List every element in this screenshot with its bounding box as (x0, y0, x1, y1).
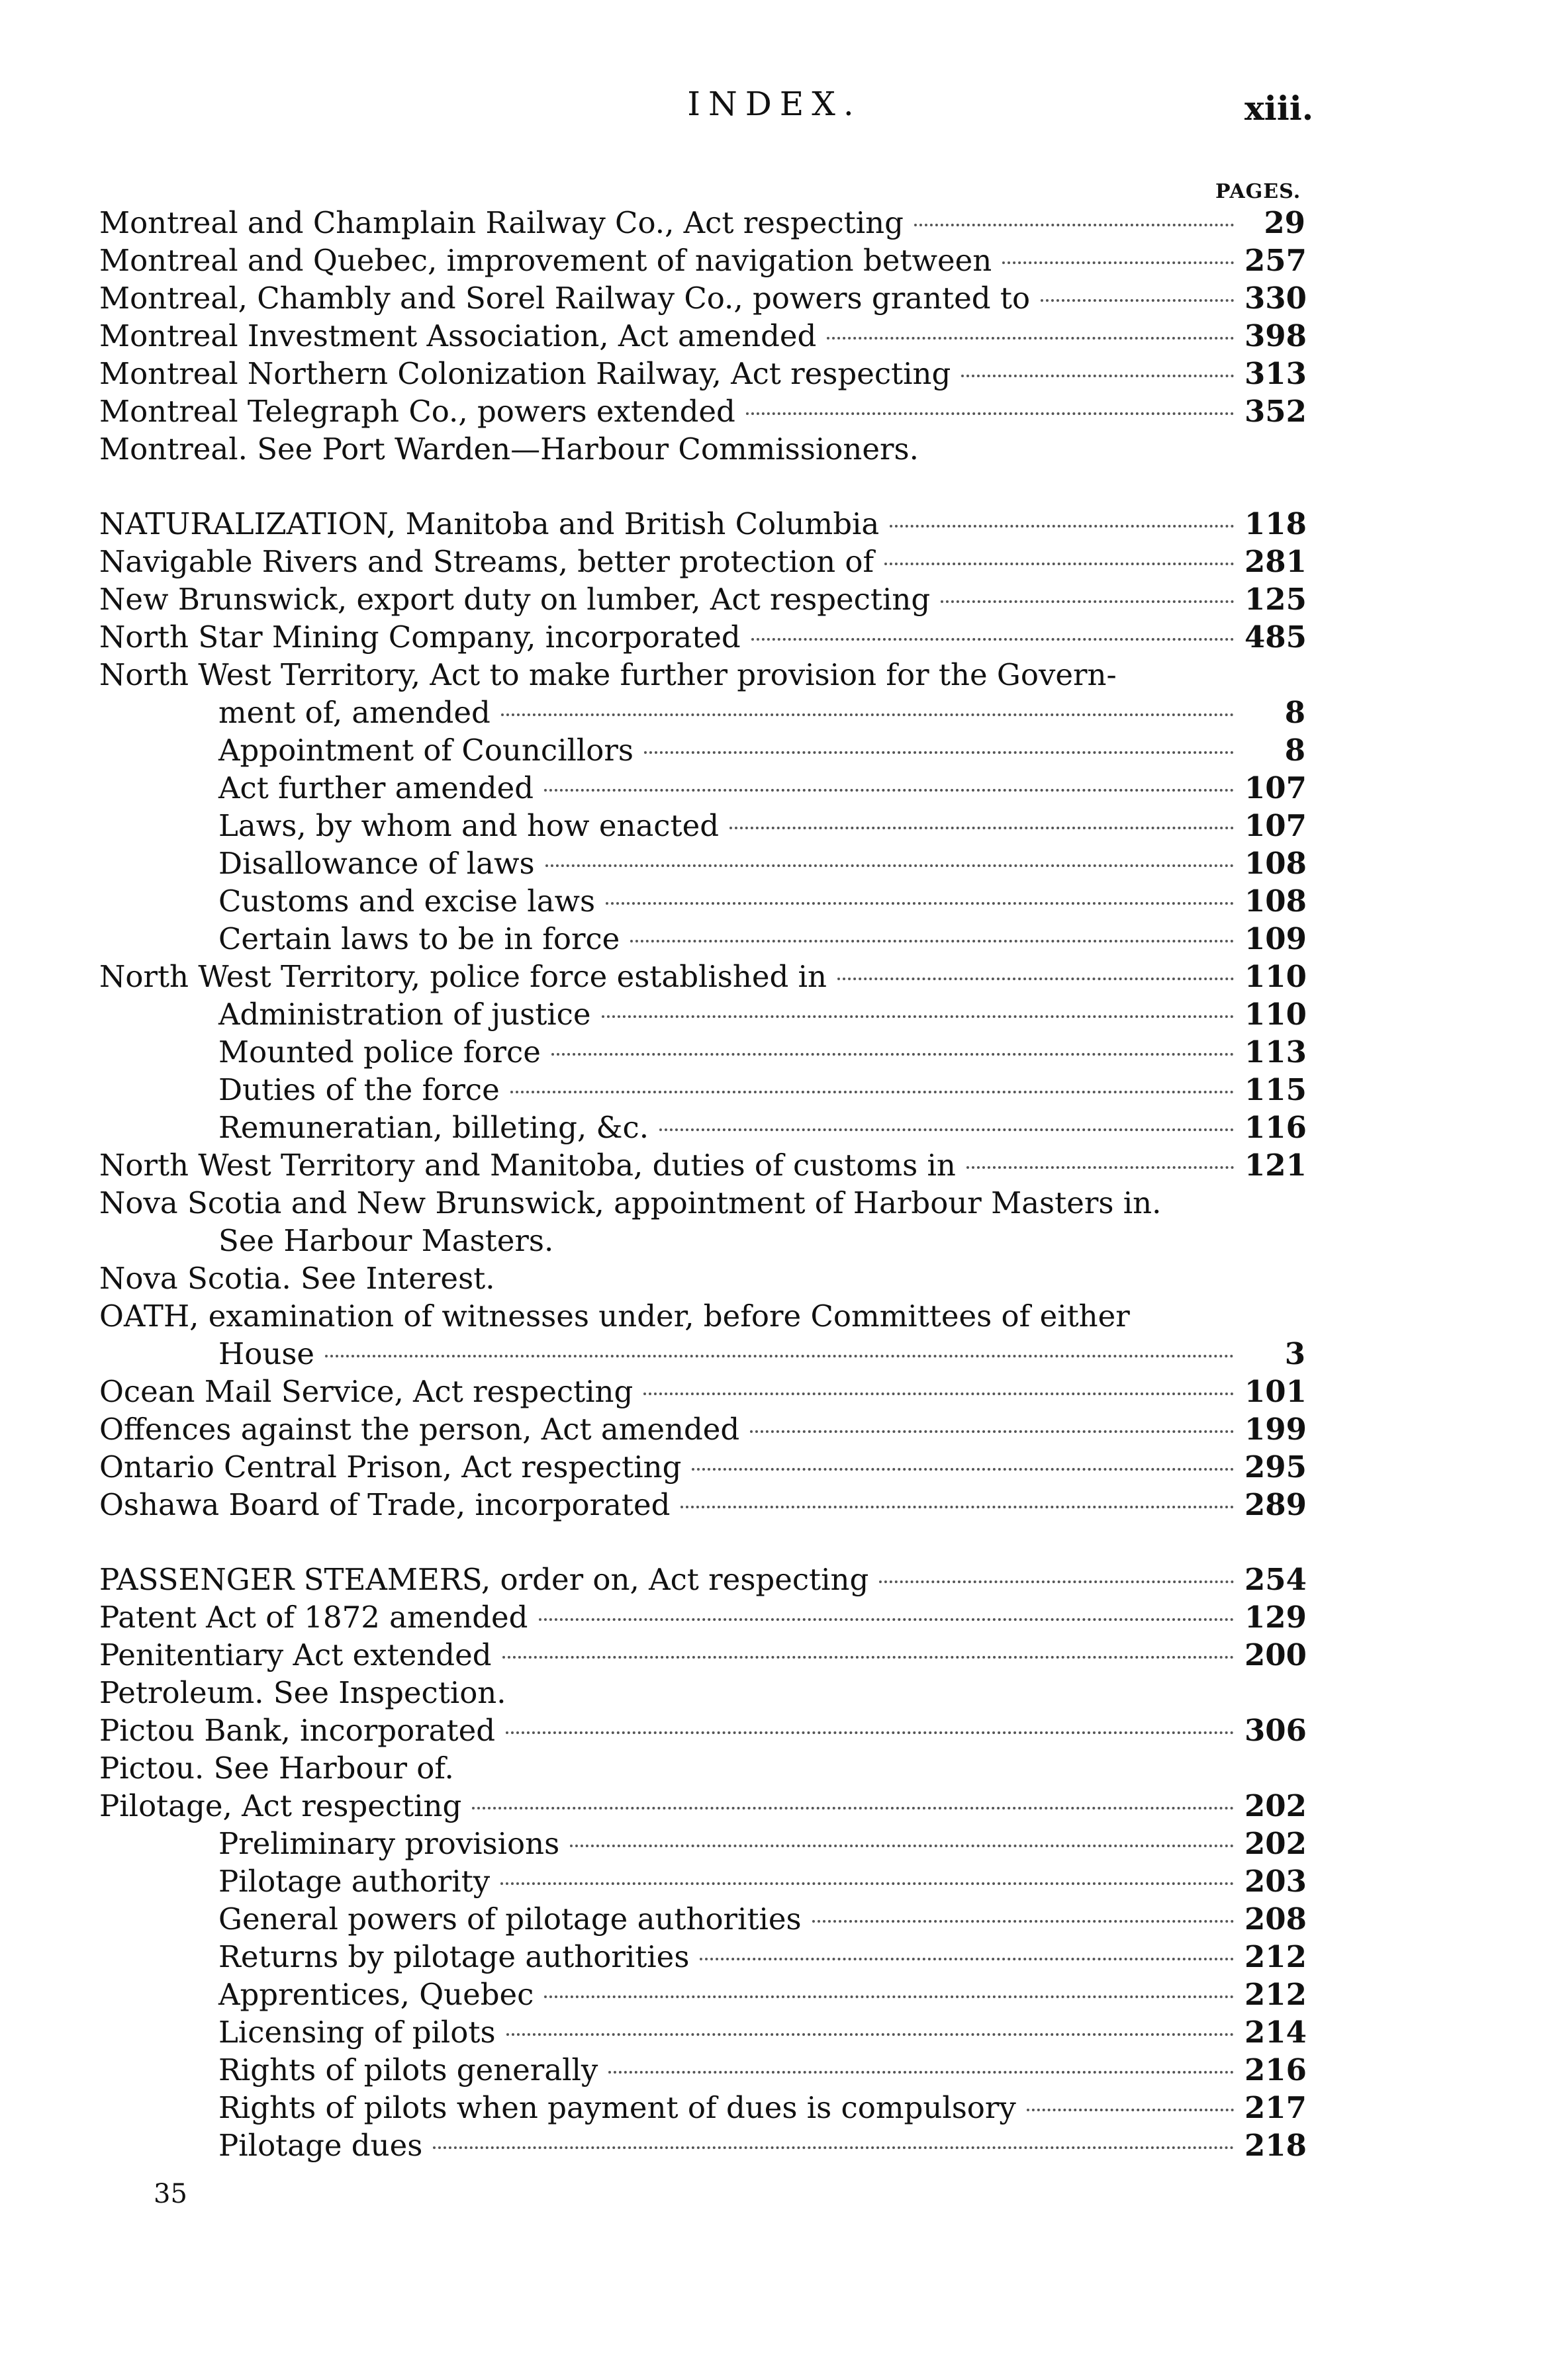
index-entry (99, 204, 1305, 242)
entry-page-number: 214 (1244, 2015, 1307, 2050)
entry-text: North West Territory, Act to make further provision for the Govern- (99, 657, 1117, 692)
dot-leader (570, 1845, 1234, 1847)
dot-leader (827, 337, 1234, 340)
entry-page-number: 108 (1244, 884, 1307, 919)
entry-text: Montreal Telegraph Co., powers extended (99, 394, 735, 429)
dot-leader (606, 902, 1234, 905)
entry-text: ment of, amended (218, 695, 491, 730)
entry-text: North West Territory and Manitoba, duties of customs in (99, 1148, 956, 1183)
dot-leader (500, 1882, 1234, 1885)
dot-leader (602, 1015, 1235, 1018)
index-entry (99, 958, 1305, 995)
entry-text: Petroleum. See Inspection. (99, 1675, 506, 1710)
entry-text: Disallowance of laws (218, 846, 535, 881)
index-entry (99, 392, 1305, 430)
index-subentry (99, 1976, 1305, 2013)
entry-text: North West Territory, police force established in (99, 959, 827, 994)
entry-text: Pictou. See Harbour of. (99, 1751, 454, 1786)
entry-text: Nova Scotia. See Interest. (99, 1261, 495, 1296)
entry-page-number: 107 (1244, 808, 1307, 843)
dot-leader (551, 1053, 1234, 1056)
index-entry (99, 430, 1305, 468)
entry-page-number: 257 (1244, 243, 1307, 278)
dot-leader (966, 1166, 1234, 1169)
entry-page-number: 216 (1244, 2052, 1307, 2087)
index-subentry (99, 1900, 1305, 1938)
dot-leader (545, 864, 1234, 867)
index-entry (99, 1410, 1305, 1448)
entry-text: Montreal Investment Association, Act amended (99, 318, 817, 353)
entry-page-number: 352 (1244, 394, 1307, 429)
entry-page-number: 218 (1244, 2128, 1307, 2163)
entry-text: Laws, by whom and how enacted (218, 808, 720, 843)
dot-leader (890, 525, 1234, 527)
entry-text: Rights of pilots generally (218, 2052, 598, 2087)
entry-page-number: 202 (1244, 1788, 1307, 1823)
dot-leader (643, 1393, 1234, 1395)
dot-leader (510, 1091, 1234, 1093)
entry-text: Oshawa Board of Trade, incorporated (99, 1487, 671, 1522)
index-subentry (99, 2013, 1305, 2051)
entry-page-number: 203 (1244, 1864, 1307, 1899)
entry-text: Returns by pilotage authorities (218, 1939, 690, 1974)
index-entry (99, 580, 1305, 618)
entry-page-number: 306 (1244, 1713, 1307, 1748)
entry-text: General powers of pilotage authorities (218, 1901, 802, 1937)
entry-text: Montreal and Quebec, improvement of navigation between (99, 243, 992, 278)
entry-text: Remuneratian, billeting, &c. (218, 1110, 649, 1145)
entry-page-number: 202 (1244, 1826, 1307, 1861)
dot-leader (501, 713, 1234, 716)
dot-leader (630, 940, 1234, 942)
entry-text: Montreal and Champlain Railway Co., Act respecting (99, 205, 904, 240)
dot-leader (681, 1506, 1234, 1508)
entry-text: Ocean Mail Service, Act respecting (99, 1374, 634, 1409)
index-entry (99, 317, 1305, 355)
page-folio: xiii. (1244, 89, 1314, 128)
entry-text: Montreal, Chambly and Sorel Railway Co., powers granted to (99, 281, 1031, 316)
index-entry (99, 279, 1305, 317)
index-entry (99, 1561, 1305, 1598)
entry-text: Duties of the force (218, 1072, 500, 1107)
entry-page-number: 107 (1244, 770, 1307, 805)
index-entry (99, 1486, 1305, 1524)
index-entry (99, 1712, 1305, 1749)
dot-leader (914, 224, 1234, 226)
entry-text: OATH, examination of witnesses under, before Committees of either (99, 1299, 1130, 1334)
entry-text: North Star Mining Company, incorporated (99, 619, 741, 655)
entry-page-number: 199 (1244, 1412, 1307, 1447)
entry-page-number: 29 (1264, 205, 1305, 240)
index-subentry (99, 769, 1305, 807)
entry-text: Mounted police force (218, 1034, 541, 1070)
entry-text: Montreal Northern Colonization Railway, Act respecting (99, 356, 951, 391)
dot-leader (837, 978, 1234, 980)
index-entry (99, 1448, 1305, 1486)
entry-text: Nova Scotia and New Brunswick, appointment of Harbour Masters in. (99, 1185, 1162, 1220)
entry-page-number: 217 (1244, 2090, 1307, 2125)
index-subentry (99, 1938, 1305, 1976)
entry-text: Navigable Rivers and Streams, better protection of (99, 544, 874, 579)
index-entry (99, 694, 1305, 731)
index-entry (99, 355, 1305, 392)
entry-text: Certain laws to be in force (218, 921, 620, 956)
entry-text: Appointment of Councillors (218, 733, 634, 768)
dot-leader (961, 375, 1234, 377)
index-entry (99, 1749, 1305, 1787)
entry-page-number: 281 (1244, 544, 1307, 579)
dot-leader (1027, 2109, 1234, 2111)
index-entry (99, 1636, 1305, 1674)
dot-leader (1041, 299, 1234, 302)
entry-text: Montreal. See Port Warden—Harbour Commissioners. (99, 432, 919, 467)
dot-leader (751, 638, 1234, 641)
entry-page-number: 129 (1244, 1600, 1307, 1635)
dot-leader (879, 1580, 1234, 1583)
dot-leader (729, 827, 1234, 829)
index-entry (99, 656, 1305, 694)
entry-page-number: 3 (1284, 1336, 1305, 1371)
dot-leader (472, 1807, 1234, 1809)
entry-page-number: 485 (1244, 619, 1307, 655)
section-gap (99, 1524, 1305, 1561)
dot-leader (746, 412, 1234, 415)
entry-text: Pictou Bank, incorporated (99, 1713, 496, 1748)
index-subentry (99, 995, 1305, 1033)
entry-text: NATURALIZATION, Manitoba and British Columbia (99, 506, 880, 541)
dot-leader (750, 1430, 1234, 1433)
entry-text: Apprentices, Quebec (218, 1977, 534, 2012)
index-entry (99, 1297, 1305, 1335)
index-entry (99, 1259, 1305, 1297)
entry-text: Pilotage, Act respecting (99, 1788, 462, 1823)
index-subentry (99, 1825, 1305, 1862)
entry-page-number: 254 (1244, 1562, 1307, 1597)
dot-leader (544, 1995, 1234, 1998)
index-entry (99, 1335, 1305, 1373)
pages-column-label: PAGES. (1215, 180, 1301, 203)
page-title: INDEX. (687, 85, 862, 123)
index-entry (99, 1787, 1305, 1825)
dot-leader (544, 789, 1234, 792)
index-subentry (99, 731, 1305, 769)
entry-page-number: 116 (1244, 1110, 1307, 1145)
dot-leader (692, 1468, 1234, 1471)
index-subentry (99, 1071, 1305, 1109)
entry-text: Administration of justice (218, 997, 591, 1032)
entry-page-number: 121 (1244, 1148, 1307, 1183)
dot-leader (812, 1920, 1234, 1923)
entry-page-number: 295 (1244, 1449, 1307, 1485)
index-entry (99, 1146, 1305, 1184)
entry-text: Offences against the person, Act amended (99, 1412, 740, 1447)
index-subentry (99, 2127, 1305, 2164)
entry-page-number: 208 (1244, 1901, 1307, 1937)
entry-text: Preliminary provisions (218, 1826, 560, 1861)
index-entry (99, 1184, 1305, 1222)
index-subentry (99, 882, 1305, 920)
entry-page-number: 289 (1244, 1487, 1307, 1522)
index-entry (99, 1373, 1305, 1410)
entry-page-number: 8 (1284, 695, 1305, 730)
entry-page-number: 125 (1244, 582, 1307, 617)
entry-page-number: 108 (1244, 846, 1307, 881)
entry-page-number: 330 (1244, 281, 1307, 316)
entry-page-number: 113 (1244, 1034, 1307, 1070)
entry-text: Ontario Central Prison, Act respecting (99, 1449, 682, 1485)
entry-text: Licensing of pilots (218, 2015, 496, 2050)
entry-page-number: 212 (1244, 1939, 1307, 1974)
dot-leader (539, 1618, 1235, 1621)
index-subentry (99, 1033, 1305, 1071)
entry-page-number: 101 (1244, 1374, 1307, 1409)
dot-leader (502, 1656, 1234, 1659)
index-subentry (99, 2089, 1305, 2127)
entry-text: New Brunswick, export duty on lumber, Act respecting (99, 582, 931, 617)
index-entry (99, 618, 1305, 656)
entry-page-number: 115 (1244, 1072, 1307, 1107)
entry-text: Pilotage authority (218, 1864, 491, 1899)
dot-leader (1002, 261, 1234, 264)
entry-page-number: 110 (1244, 997, 1307, 1032)
index-subentry (99, 1862, 1305, 1900)
dot-leader (884, 563, 1234, 565)
entry-text: See Harbour Masters. (218, 1223, 554, 1258)
entry-page-number: 212 (1244, 1977, 1307, 2012)
entry-page-number: 118 (1244, 506, 1307, 541)
index-entry (99, 1674, 1305, 1712)
entry-text: Act further amended (218, 770, 534, 805)
dot-leader (506, 2033, 1234, 2036)
entry-page-number: 200 (1244, 1637, 1307, 1672)
entry-text: Patent Act of 1872 amended (99, 1600, 528, 1635)
index-entry (99, 242, 1305, 279)
index-entry (99, 543, 1305, 580)
dot-leader (659, 1128, 1234, 1131)
dot-leader (700, 1958, 1234, 1960)
index-entry (99, 1598, 1305, 1636)
entry-page-number: 109 (1244, 921, 1307, 956)
dot-leader (608, 2071, 1234, 2074)
dot-leader (506, 1731, 1234, 1734)
dot-leader (433, 2146, 1234, 2149)
index-subentry (99, 920, 1305, 958)
index-subentry (99, 1109, 1305, 1146)
entry-text: House (218, 1336, 315, 1371)
entry-text: Pilotage dues (218, 2128, 423, 2163)
index-subentry (99, 807, 1305, 845)
entry-page-number: 398 (1244, 318, 1307, 353)
entry-text: Customs and excise laws (218, 884, 596, 919)
dot-leader (325, 1355, 1234, 1357)
dot-leader (644, 751, 1234, 754)
signature-mark: 35 (154, 2179, 187, 2209)
index-subentry (99, 845, 1305, 882)
index-entry (99, 505, 1305, 543)
dot-leader (941, 600, 1234, 603)
entry-page-number: 313 (1244, 356, 1307, 391)
section-gap (99, 468, 1305, 505)
entry-page-number: 8 (1284, 733, 1305, 768)
index-entry (99, 1222, 1305, 1259)
entry-page-number: 110 (1244, 959, 1307, 994)
entry-text: Rights of pilots when payment of dues is compulsory (218, 2090, 1016, 2125)
index-entries (99, 204, 1305, 2164)
index-subentry (99, 2051, 1305, 2089)
entry-text: Penitentiary Act extended (99, 1637, 492, 1672)
entry-text: PASSENGER STEAMERS, order on, Act respecting (99, 1562, 869, 1597)
